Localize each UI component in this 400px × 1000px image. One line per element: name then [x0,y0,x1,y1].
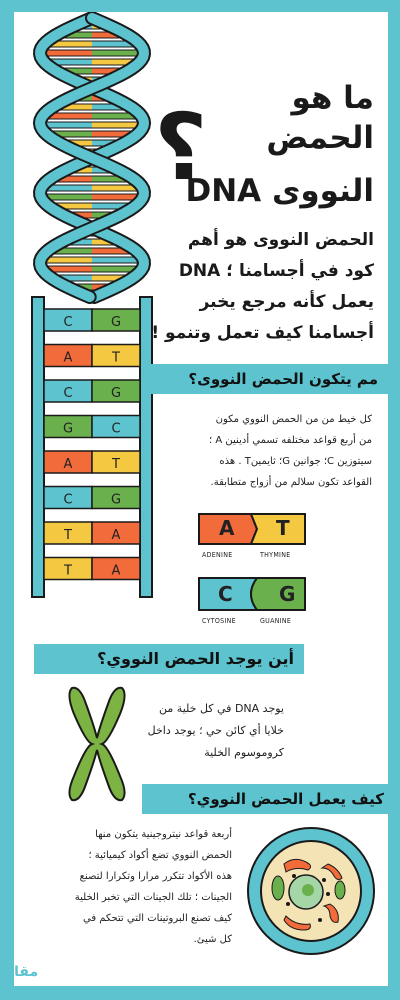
composition-paragraph [147,409,372,493]
function-line: كيف تصنع البروتينات التي تتحكم في [82,913,232,924]
ladder-rail-left [32,297,44,597]
function-line: هذه الأكواد تتكرر مرارا وتكرارا لتصنع [79,871,232,882]
ladder-base-letter: C [63,315,73,330]
title-line-3: النووى DNA [185,173,374,209]
base-letter-c: C [218,582,233,606]
title-line-2: الحمض [266,120,374,156]
title-line-1: ما هو [291,80,374,116]
section-heading-location: أين يوجد الحمض النووي؟ [34,644,304,674]
intro-paragraph [134,225,374,349]
ladder-base-letter: T [64,563,72,579]
location-line: يوجد DNA في كل خلية من [159,702,284,715]
label-adenine: ADENINE [202,551,233,559]
ladder-base-letter: T [112,350,120,366]
base-pair-at-icon [197,512,309,546]
function-paragraph [14,824,232,950]
ladder-base-letter: G [110,386,122,401]
section-heading-composition: مم يتكون الحمض النووى؟ [147,364,388,394]
intro-line: الحمض النووى هو أهم [187,230,374,250]
ladder-base-letter: A [63,457,73,472]
ladder-base-letter: C [111,421,121,437]
composition-line: القواعد تكون سلالم من أزواج متطابقة. [210,477,372,488]
ladder-base-letter: T [64,528,72,543]
label-guanine: GUANINE [260,617,292,625]
base-letter-t: T [276,516,290,540]
question-mark-icon: ؟ [154,94,208,201]
ladder-base-letter: A [63,350,73,366]
function-line: أربعة قواعد نيتروجينية يتكون منها [95,829,232,840]
ladder-base-letter: T [112,457,120,472]
ladder-base-letter: A [111,528,121,543]
base-letter-a: A [219,516,235,540]
location-line: كروموسوم الخلية [204,746,284,759]
function-line: الجينات ؛ تلك الجينات التي تخبر الخلية [74,892,232,903]
intro-line: يعمل كأنه مرجع يخبر [199,292,374,312]
function-line: كل شيئ. [193,934,232,945]
infographic-page [2,12,388,986]
intro-line: أجسامنا كيف تعمل وتنمو ! [151,323,374,343]
ladder-base-letter: G [110,492,122,508]
watermark-logo: مقال [2,964,39,980]
section-heading-function: كيف يعمل الحمض النووي؟ [142,784,394,814]
ladder-base-letter: C [63,386,73,401]
composition-line: سيتوزين C؛ جوانين G؛ ثايمينT . هذه [219,456,372,467]
composition-line: كل خيط من من الحمض النووي مكون [215,414,372,425]
intro-line: كود في أجسامنا ؛ DNA [178,261,374,281]
composition-line: من أربع قواعد مختلفه تسمي أدينين A ؛ [209,435,372,446]
function-line: الحمض النووي تضع أكواد كيميائية ؛ [88,850,232,861]
location-line: خلايا أي كائن حي ؛ يوجد داخل [147,724,284,737]
label-cytosine: CYTOSINE [202,617,236,625]
location-paragraph [94,698,284,764]
cell-icon [244,824,378,958]
ladder-base-letter: A [111,563,121,579]
ladder-base-letter: G [62,421,74,437]
ladder-base-letter: C [63,492,73,508]
label-thymine: THYMINE [260,551,291,559]
base-letter-g: G [279,582,296,606]
ladder-base-letter: G [110,315,122,330]
